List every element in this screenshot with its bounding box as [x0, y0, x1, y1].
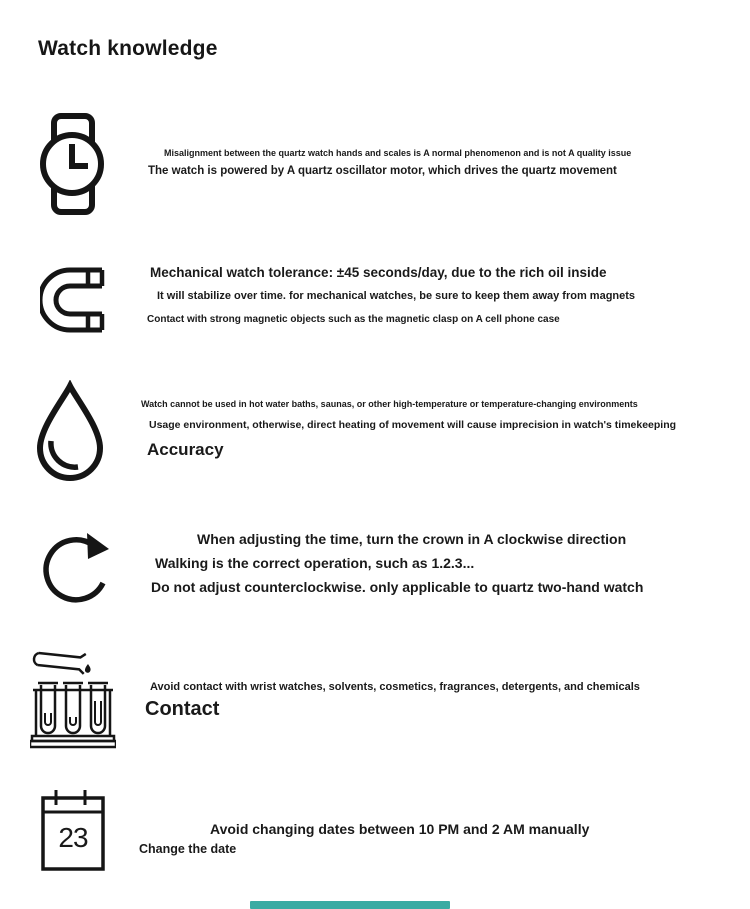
date-avoid-text: Avoid changing dates between 10 PM and 2 AM manually [210, 821, 590, 837]
water-usage-text: Usage environment, otherwise, direct heating of movement will cause imprecision in watch's timekeeping [149, 419, 677, 431]
chemicals-avoid-text: Avoid contact with wrist watches, solvents, cosmetics, fragrances, detergents, and chemicals [150, 681, 640, 693]
calendar-day: 23 [58, 822, 88, 853]
video-progress-bar[interactable] [250, 901, 450, 909]
page-title: Watch knowledge [38, 37, 218, 60]
magnet-contact-note: Contact with strong magnetic objects such as the magnetic clasp on A cell phone case [147, 314, 560, 325]
crown-clockwise-text: When adjusting the time, turn the crown in A clockwise direction [197, 531, 627, 547]
quartz-misalignment-note: Misalignment between the quartz watch hands and scales is A normal phenomenon and is not A quality issue [164, 148, 632, 158]
magnet-tolerance-text: Mechanical watch tolerance: ±45 seconds/day, due to the rich oil inside [150, 265, 607, 280]
crown-counterclockwise-text: Do not adjust counterclockwise. only applicable to quartz two-hand watch [151, 579, 644, 595]
date-change-text: Change the date [139, 842, 237, 856]
clockwise-arrow-icon [40, 524, 114, 608]
crown-walking-text: Walking is the correct operation, such as 1.2.3... [155, 555, 475, 571]
water-environment-note: Watch cannot be used in hot water baths, saunas, or other high-temperature or temperature-changing environments [141, 399, 638, 409]
wristwatch-icon [38, 112, 106, 216]
test-tubes-icon [30, 645, 116, 749]
magnet-stabilize-text: It will stabilize over time. for mechanical watches, be sure to keep them away from magnets [157, 290, 636, 302]
magnet-icon [40, 262, 108, 338]
quartz-movement-text: The watch is powered by A quartz oscillator motor, which drives the quartz movement [148, 165, 617, 177]
contact-heading: Contact [145, 698, 220, 720]
water-drop-icon [33, 380, 107, 484]
accuracy-heading: Accuracy [147, 440, 224, 459]
